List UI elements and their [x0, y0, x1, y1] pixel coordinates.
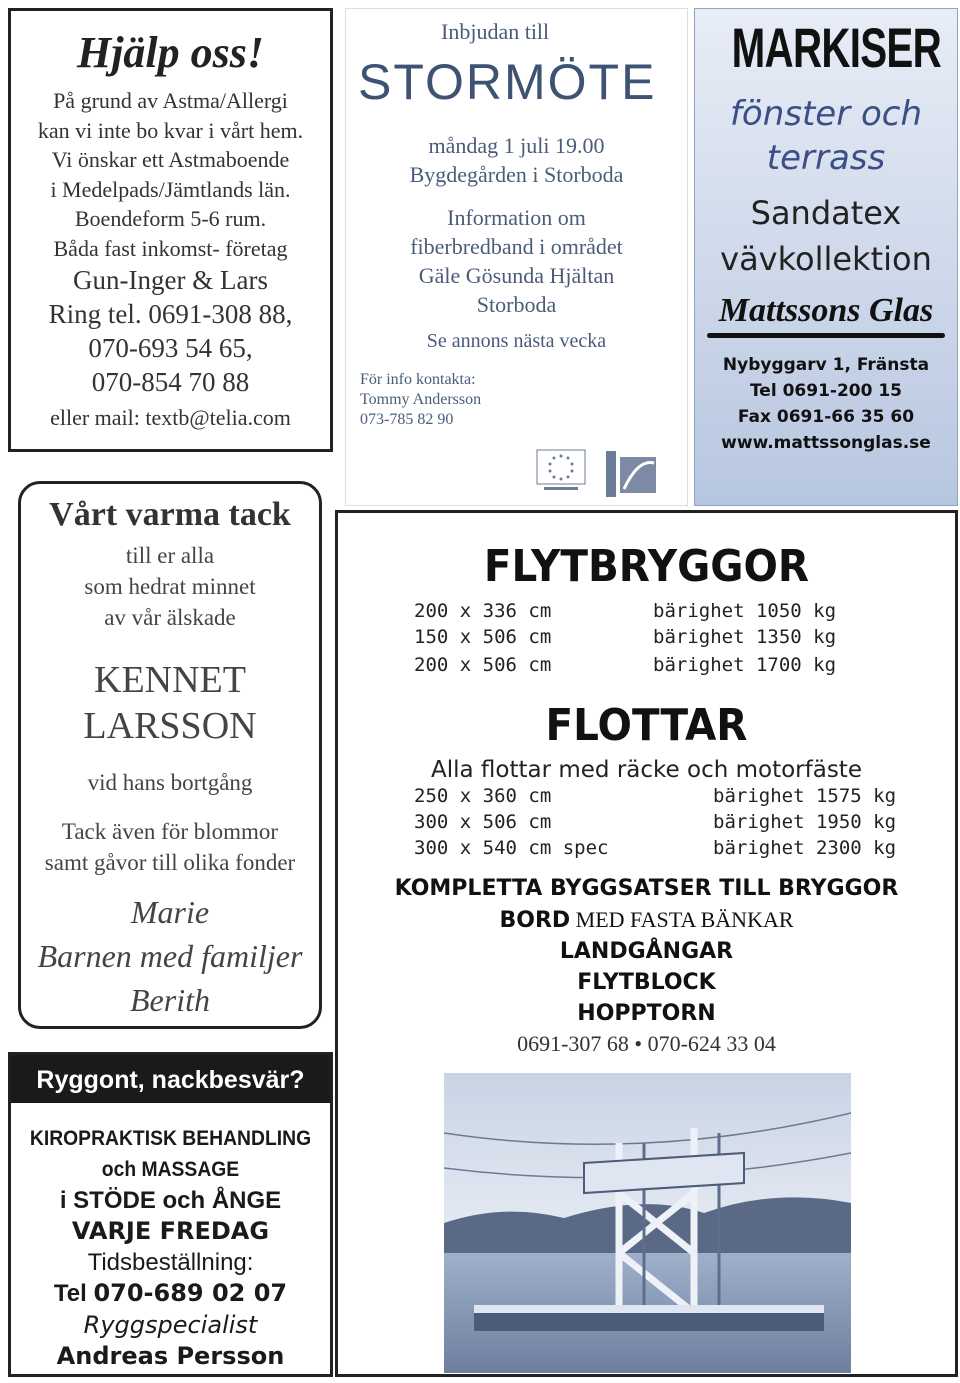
help-contact: 070-854 70 88 [91, 367, 250, 397]
storm-line: Information om [447, 205, 586, 230]
bord-rest: MED FASTA BÄNKAR [570, 907, 794, 932]
markiser-title: MARKISER [731, 16, 941, 79]
bord-label: BORD [499, 908, 571, 933]
raft-size: 250 x 360 cm [414, 785, 552, 807]
raft-size: 300 x 540 cm spec [414, 837, 609, 859]
chiro-line: VARJE FREDAG [71, 1217, 270, 1245]
markiser-sub2: Sandatex [750, 194, 902, 232]
mattssons-logo-text: Mattssons Glas [718, 292, 934, 329]
chiropractic-ad [8, 1052, 333, 1377]
diving-tower-photo [444, 1073, 851, 1373]
kit-line: KOMPLETTA BYGGSATSER TILL BRYGGOR [394, 876, 899, 901]
storm-line: måndag 1 juli 19.00 [428, 133, 605, 158]
help-contact: 070-693 54 65, [88, 333, 253, 363]
raft-capacity: bärighet 1950 kg [713, 811, 897, 833]
raft-row [338, 811, 955, 837]
storm-contact: För info kontakta: [360, 371, 476, 388]
kit-item: FLYTBLOCK [577, 970, 716, 995]
chiro-header: Ryggont, nackbesvär? [11, 1055, 330, 1103]
bridge-size: 200 x 506 cm [414, 654, 552, 676]
markiser-sub2: vävkollektion [720, 240, 932, 278]
markiser-url: www.mattssonglas.se [721, 433, 931, 453]
help-ad [8, 8, 333, 452]
bridge-capacity: bärighet 1700 kg [653, 654, 837, 676]
flyt-phone: 0691-307 68 • 070-624 33 04 [517, 1031, 776, 1056]
mattssons-logo [703, 292, 949, 342]
chiro-line: Tidsbeställning: [87, 1249, 254, 1276]
storm-contact: Tommy Andersson [360, 391, 482, 408]
raft-capacity: bärighet 2300 kg [713, 837, 897, 859]
chiro-phone: 070-689 02 07 [93, 1279, 288, 1307]
markiser-sub: fönster och [729, 94, 923, 134]
deceased-name: LARSSON [83, 705, 257, 747]
logo-underline [707, 333, 945, 338]
markiser-sub: terrass [766, 138, 886, 178]
chiro-line: i STÖDE och ÅNGE [59, 1187, 282, 1214]
help-contact: Gun-Inger & Lars [73, 265, 268, 295]
bridge-size: 200 x 336 cm [414, 600, 552, 622]
help-line: kan vi inte bo kvar i vårt hem. [37, 117, 304, 143]
signer: Marie [130, 894, 210, 930]
storm-line: fiberbredband i området [410, 234, 623, 259]
help-contact: Ring tel. 0691-308 88, [48, 299, 293, 329]
kit-item: HOPPTORN [577, 1001, 716, 1026]
bridge-capacity: bärighet 1050 kg [653, 600, 837, 622]
markiser-addr: Nybyggarv 1, Fränsta [722, 355, 930, 375]
kit-item: LANDGÅNGAR [559, 939, 734, 964]
thanks-intro: till er alla [125, 543, 215, 568]
bridge-row [338, 600, 955, 626]
bridge-row [338, 654, 955, 680]
help-line: Boendeform 5-6 rum. [74, 206, 267, 231]
help-line: Båda fast inkomst- företag [53, 235, 288, 261]
flottar-sub: Alla flottar med räcke och motorfäste [431, 757, 862, 783]
markiser-ad [694, 8, 958, 506]
help-line: i Medelpads/Jämtlands län. [50, 176, 291, 202]
bridge-size: 150 x 506 cm [414, 626, 552, 648]
markiser-addr: Fax 0691-66 35 60 [737, 407, 915, 427]
storm-line: Storboda [476, 292, 557, 317]
chiro-tel-label: Tel [53, 1280, 94, 1307]
diving-tower-image [444, 1073, 851, 1373]
help-mail: eller mail: textb@telia.com [50, 405, 291, 430]
flottar-title: FLOTTAR [545, 700, 748, 751]
thanks-bortgang: vid hans bortgång [87, 770, 253, 795]
storm-title: STORMÖTE [358, 54, 657, 110]
thanks-intro: som hedrat minnet [84, 574, 256, 599]
markiser-addr: Tel 0691-200 15 [749, 381, 903, 401]
raft-capacity: bärighet 1575 kg [713, 785, 897, 807]
thanks-notice [18, 481, 322, 1029]
storm-next: Se annons nästa vecka [426, 330, 607, 352]
thanks-flowers: samt gåvor till olika fonder [44, 850, 296, 875]
help-line: Vi önskar ett Astmaboende [51, 147, 290, 172]
chiro-line: KIROPRAKTISK BEHANDLING [29, 1127, 312, 1150]
stormote-ad [345, 8, 688, 506]
chiro-line: Ryggspecialist [83, 1311, 258, 1339]
bridge-capacity: bärighet 1350 kg [653, 626, 837, 648]
chiro-line: och MASSAGE [101, 1158, 240, 1181]
eu-logo-icon [536, 449, 586, 493]
leader-logo-icon [604, 449, 660, 499]
storm-line: Gäle Gösunda Hjältan [418, 263, 615, 288]
signer: Berith [130, 982, 210, 1018]
flyt-title: FLYTBRYGGOR [483, 541, 810, 592]
thanks-intro: av vår älskade [104, 605, 236, 630]
signer: Barnen med familjer [37, 938, 303, 974]
chiro-name: Andreas Persson [56, 1342, 285, 1370]
bridge-row [338, 626, 955, 652]
raft-size: 300 x 506 cm [414, 811, 552, 833]
raft-row [338, 785, 955, 811]
raft-row [338, 837, 955, 863]
thanks-flowers: Tack även för blommor [61, 819, 279, 844]
storm-line: Bygdegården i Storboda [409, 162, 624, 187]
storm-contact: 073-785 82 90 [360, 411, 454, 428]
deceased-name: KENNET [94, 659, 246, 701]
storm-invite: Inbjudan till [441, 19, 550, 44]
thanks-title: Vårt varma tack [49, 496, 291, 533]
help-title: Hjälp oss! [76, 28, 265, 77]
help-line: På grund av Astma/Allergi [53, 88, 288, 113]
